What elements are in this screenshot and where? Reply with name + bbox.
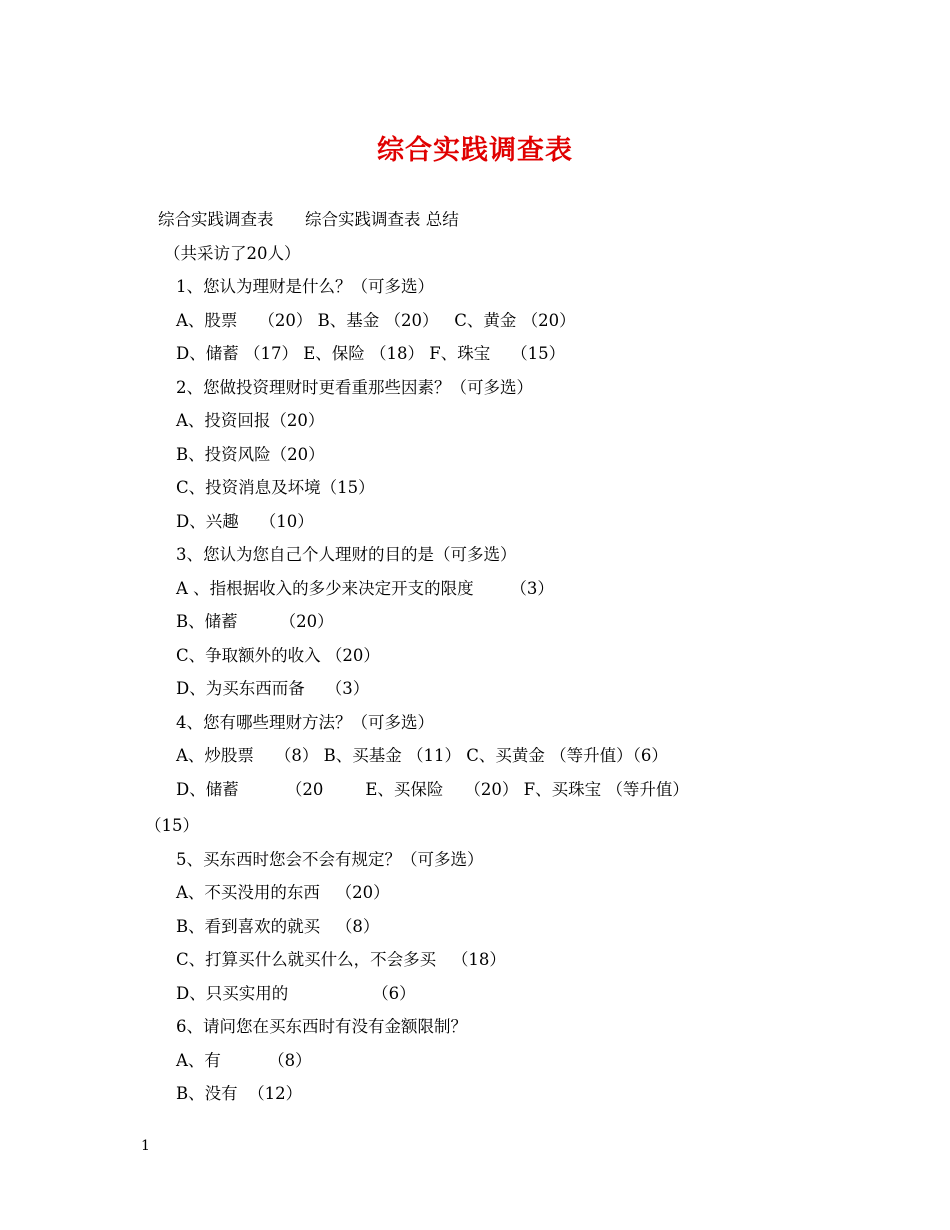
answer-line: A、炒股票 （8） B、买基金 （11） C、买黄金 （等升值）（6）: [176, 746, 668, 765]
answer-line: D、为买东西而备 （3）: [176, 679, 370, 698]
answer-line: B、投资风险（20）: [176, 445, 325, 464]
answer-line: A 、指根据收入的多少来决定开支的限度 （3）: [176, 579, 554, 598]
answer-line: D、兴趣 （10）: [176, 512, 314, 531]
answer-line: A、股票 （20） B、基金 （20） C、黄金 （20）: [176, 311, 576, 330]
interview-count-line: （共采访了20人）: [164, 244, 301, 263]
answer-line: B、看到喜欢的就买 （8）: [176, 917, 380, 936]
answer-line: B、没有 （12）: [176, 1084, 303, 1103]
answer-line: A、有 （8）: [176, 1051, 312, 1070]
answer-line: D、只买实用的 （6）: [176, 984, 416, 1003]
answer-line: A、投资回报（20）: [176, 411, 325, 430]
answer-line: A、不买没用的东西 （20）: [176, 883, 390, 902]
question-4: 4、您有哪些理财方法？（可多选）: [176, 713, 434, 732]
answer-line: B、储蓄 （20）: [176, 612, 334, 631]
answer-line: C、争取额外的收入 （20）: [176, 646, 380, 665]
answer-line: D、储蓄 （20 E、买保险 （20） F、买珠宝 （等升值）: [176, 780, 689, 799]
answer-line-wrap: （15）: [145, 816, 199, 835]
document-title: 综合实践调查表: [377, 135, 573, 166]
answer-line: C、投资消息及坏境（15）: [176, 478, 375, 497]
subtitle-line: 综合实践调查表 综合实践调查表 总结: [158, 210, 459, 229]
question-5: 5、买东西时您会不会有规定？（可多选）: [176, 850, 484, 869]
question-6: 6、请问您在买东西时有没有金额限制？: [176, 1017, 467, 1036]
question-3: 3、您认为您自己个人理财的目的是（可多选）: [176, 545, 517, 564]
answer-line: C、打算买什么就买什么，不会多买 （18）: [176, 950, 506, 969]
question-1: 1、您认为理财是什么？（可多选）: [176, 277, 434, 296]
answer-line: D、储蓄 （17） E、保险 （18） F、珠宝 （15）: [176, 344, 566, 363]
question-2: 2、您做投资理财时更看重那些因素？（可多选）: [176, 378, 533, 397]
page-number: 1: [141, 1138, 150, 1154]
